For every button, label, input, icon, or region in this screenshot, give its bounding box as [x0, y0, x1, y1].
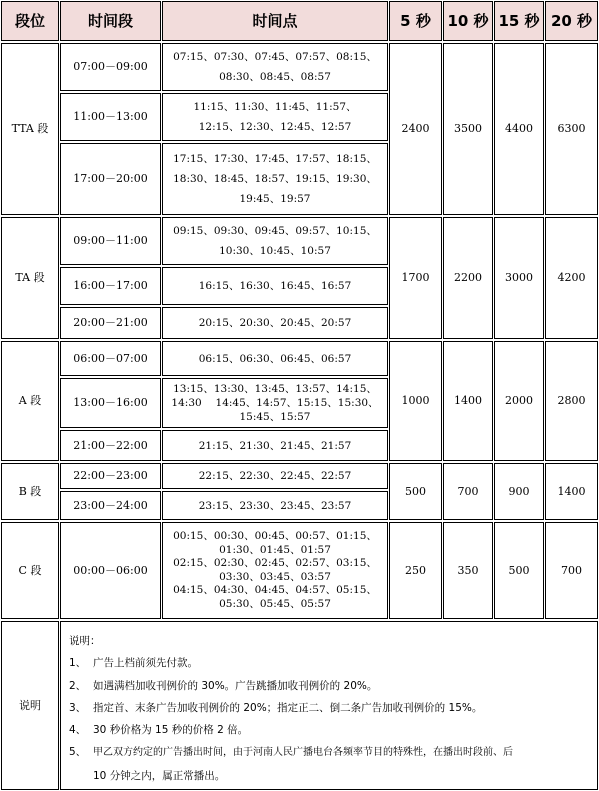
price-20s: 700 — [545, 522, 598, 619]
header-period: 时间段 — [60, 1, 161, 41]
note-item: 4、 30 秒价格为 15 秒的价格 2 倍。 — [69, 724, 249, 737]
header-points: 时间点 — [162, 1, 388, 41]
price-5s: 500 — [389, 463, 442, 520]
price-20s: 6300 — [545, 43, 598, 215]
time-points-cell: 13:15、13:30、13:45、13:57、14:15、 14:30 14:45、14:57、15:15、15:30、 15:45、15:57 — [162, 378, 388, 428]
time-points-cell: 22:15、22:30、22:45、22:57 — [162, 463, 388, 489]
price-20s: 4200 — [545, 217, 598, 339]
notes-title: 说明： — [69, 635, 101, 647]
period-cell: 16:00－17:00 — [60, 267, 161, 305]
price-10s: 3500 — [443, 43, 493, 215]
time-points-cell: 21:15、21:30、21:45、21:57 — [162, 430, 388, 461]
segment-b: B 段 — [1, 463, 59, 520]
time-points-cell: 23:15、23:30、23:45、23:57 — [162, 491, 388, 520]
notes-cell — [60, 621, 598, 790]
note-item: 5、 甲乙双方约定的广告播出时间，由于河南人民广播电台各频率节目的特殊性，在播出时段前、后 — [69, 746, 513, 759]
price-20s: 2800 — [545, 341, 598, 461]
period-cell: 17:00－20:00 — [60, 143, 161, 215]
time-points-cell: 11:15、11:30、11:45、11:57、 12:15、12:30、12:45、12:57 — [162, 93, 388, 141]
header-segment: 段位 — [1, 1, 59, 41]
price-5s: 1000 — [389, 341, 442, 461]
period-cell: 22:00－23:00 — [60, 463, 161, 489]
header-10s: 10 秒 — [443, 1, 493, 41]
segment-c: C 段 — [1, 522, 59, 619]
time-points-cell: 00:15、00:30、00:45、00:57、01:15、 01:30、01:45、01:57 02:15、02:30、02:45、02:57、03:15、 03:30、03:45、03:57 04:15、04:30、04:45、04:57、05:15、 05:30、05:45、05:57 — [162, 522, 388, 619]
header-15s: 15 秒 — [494, 1, 544, 41]
period-cell: 09:00－11:00 — [60, 217, 161, 265]
segment-a: A 段 — [1, 341, 59, 461]
note-item-continuation: 10 分钟之内，属正常播出。 — [93, 769, 226, 782]
note-item: 2、 如遇满档加收刊例价的 30%。广告跳播加收刊例价的 20%。 — [69, 679, 378, 692]
header-20s: 20 秒 — [545, 1, 598, 41]
price-5s: 2400 — [389, 43, 442, 215]
period-cell: 07:00－09:00 — [60, 43, 161, 91]
price-10s: 700 — [443, 463, 493, 520]
price-10s: 350 — [443, 522, 493, 619]
notes-label: 说明 — [1, 621, 59, 790]
price-5s: 1700 — [389, 217, 442, 339]
price-10s: 1400 — [443, 341, 493, 461]
price-20s: 1400 — [545, 463, 598, 520]
price-15s: 4400 — [494, 43, 544, 215]
header-5s: 5 秒 — [389, 1, 442, 41]
period-cell: 13:00－16:00 — [60, 378, 161, 428]
price-15s: 3000 — [494, 217, 544, 339]
period-cell: 06:00－07:00 — [60, 341, 161, 376]
price-15s: 900 — [494, 463, 544, 520]
note-item: 1、 广告上档前须先付款。 — [69, 657, 198, 670]
price-15s: 500 — [494, 522, 544, 619]
time-points-cell: 16:15、16:30、16:45、16:57 — [162, 267, 388, 305]
segment-tta: TTA 段 — [1, 43, 59, 215]
note-item: 3、 指定首、末条广告加收刊例价的 20%；指定正二、倒二条广告加收刊例价的 15%。 — [69, 701, 483, 714]
time-points-cell: 07:15、07:30、07:45、07:57、08:15、 08:30、08:45、08:57 — [162, 43, 388, 91]
time-points-cell: 20:15、20:30、20:45、20:57 — [162, 307, 388, 339]
price-5s: 250 — [389, 522, 442, 619]
segment-ta: TA 段 — [1, 217, 59, 339]
period-cell: 00:00－06:00 — [60, 522, 161, 619]
period-cell: 20:00－21:00 — [60, 307, 161, 339]
period-cell: 23:00－24:00 — [60, 491, 161, 520]
period-cell: 11:00－13:00 — [60, 93, 161, 141]
price-10s: 2200 — [443, 217, 493, 339]
time-points-cell: 09:15、09:30、09:45、09:57、10:15、 10:30、10:45、10:57 — [162, 217, 388, 265]
price-15s: 2000 — [494, 341, 544, 461]
period-cell: 21:00－22:00 — [60, 430, 161, 461]
time-points-cell: 06:15、06:30、06:45、06:57 — [162, 341, 388, 376]
time-points-cell: 17:15、17:30、17:45、17:57、18:15、 18:30、18:45、18:57、19:15、19:30、 19:45、19:57 — [162, 143, 388, 215]
